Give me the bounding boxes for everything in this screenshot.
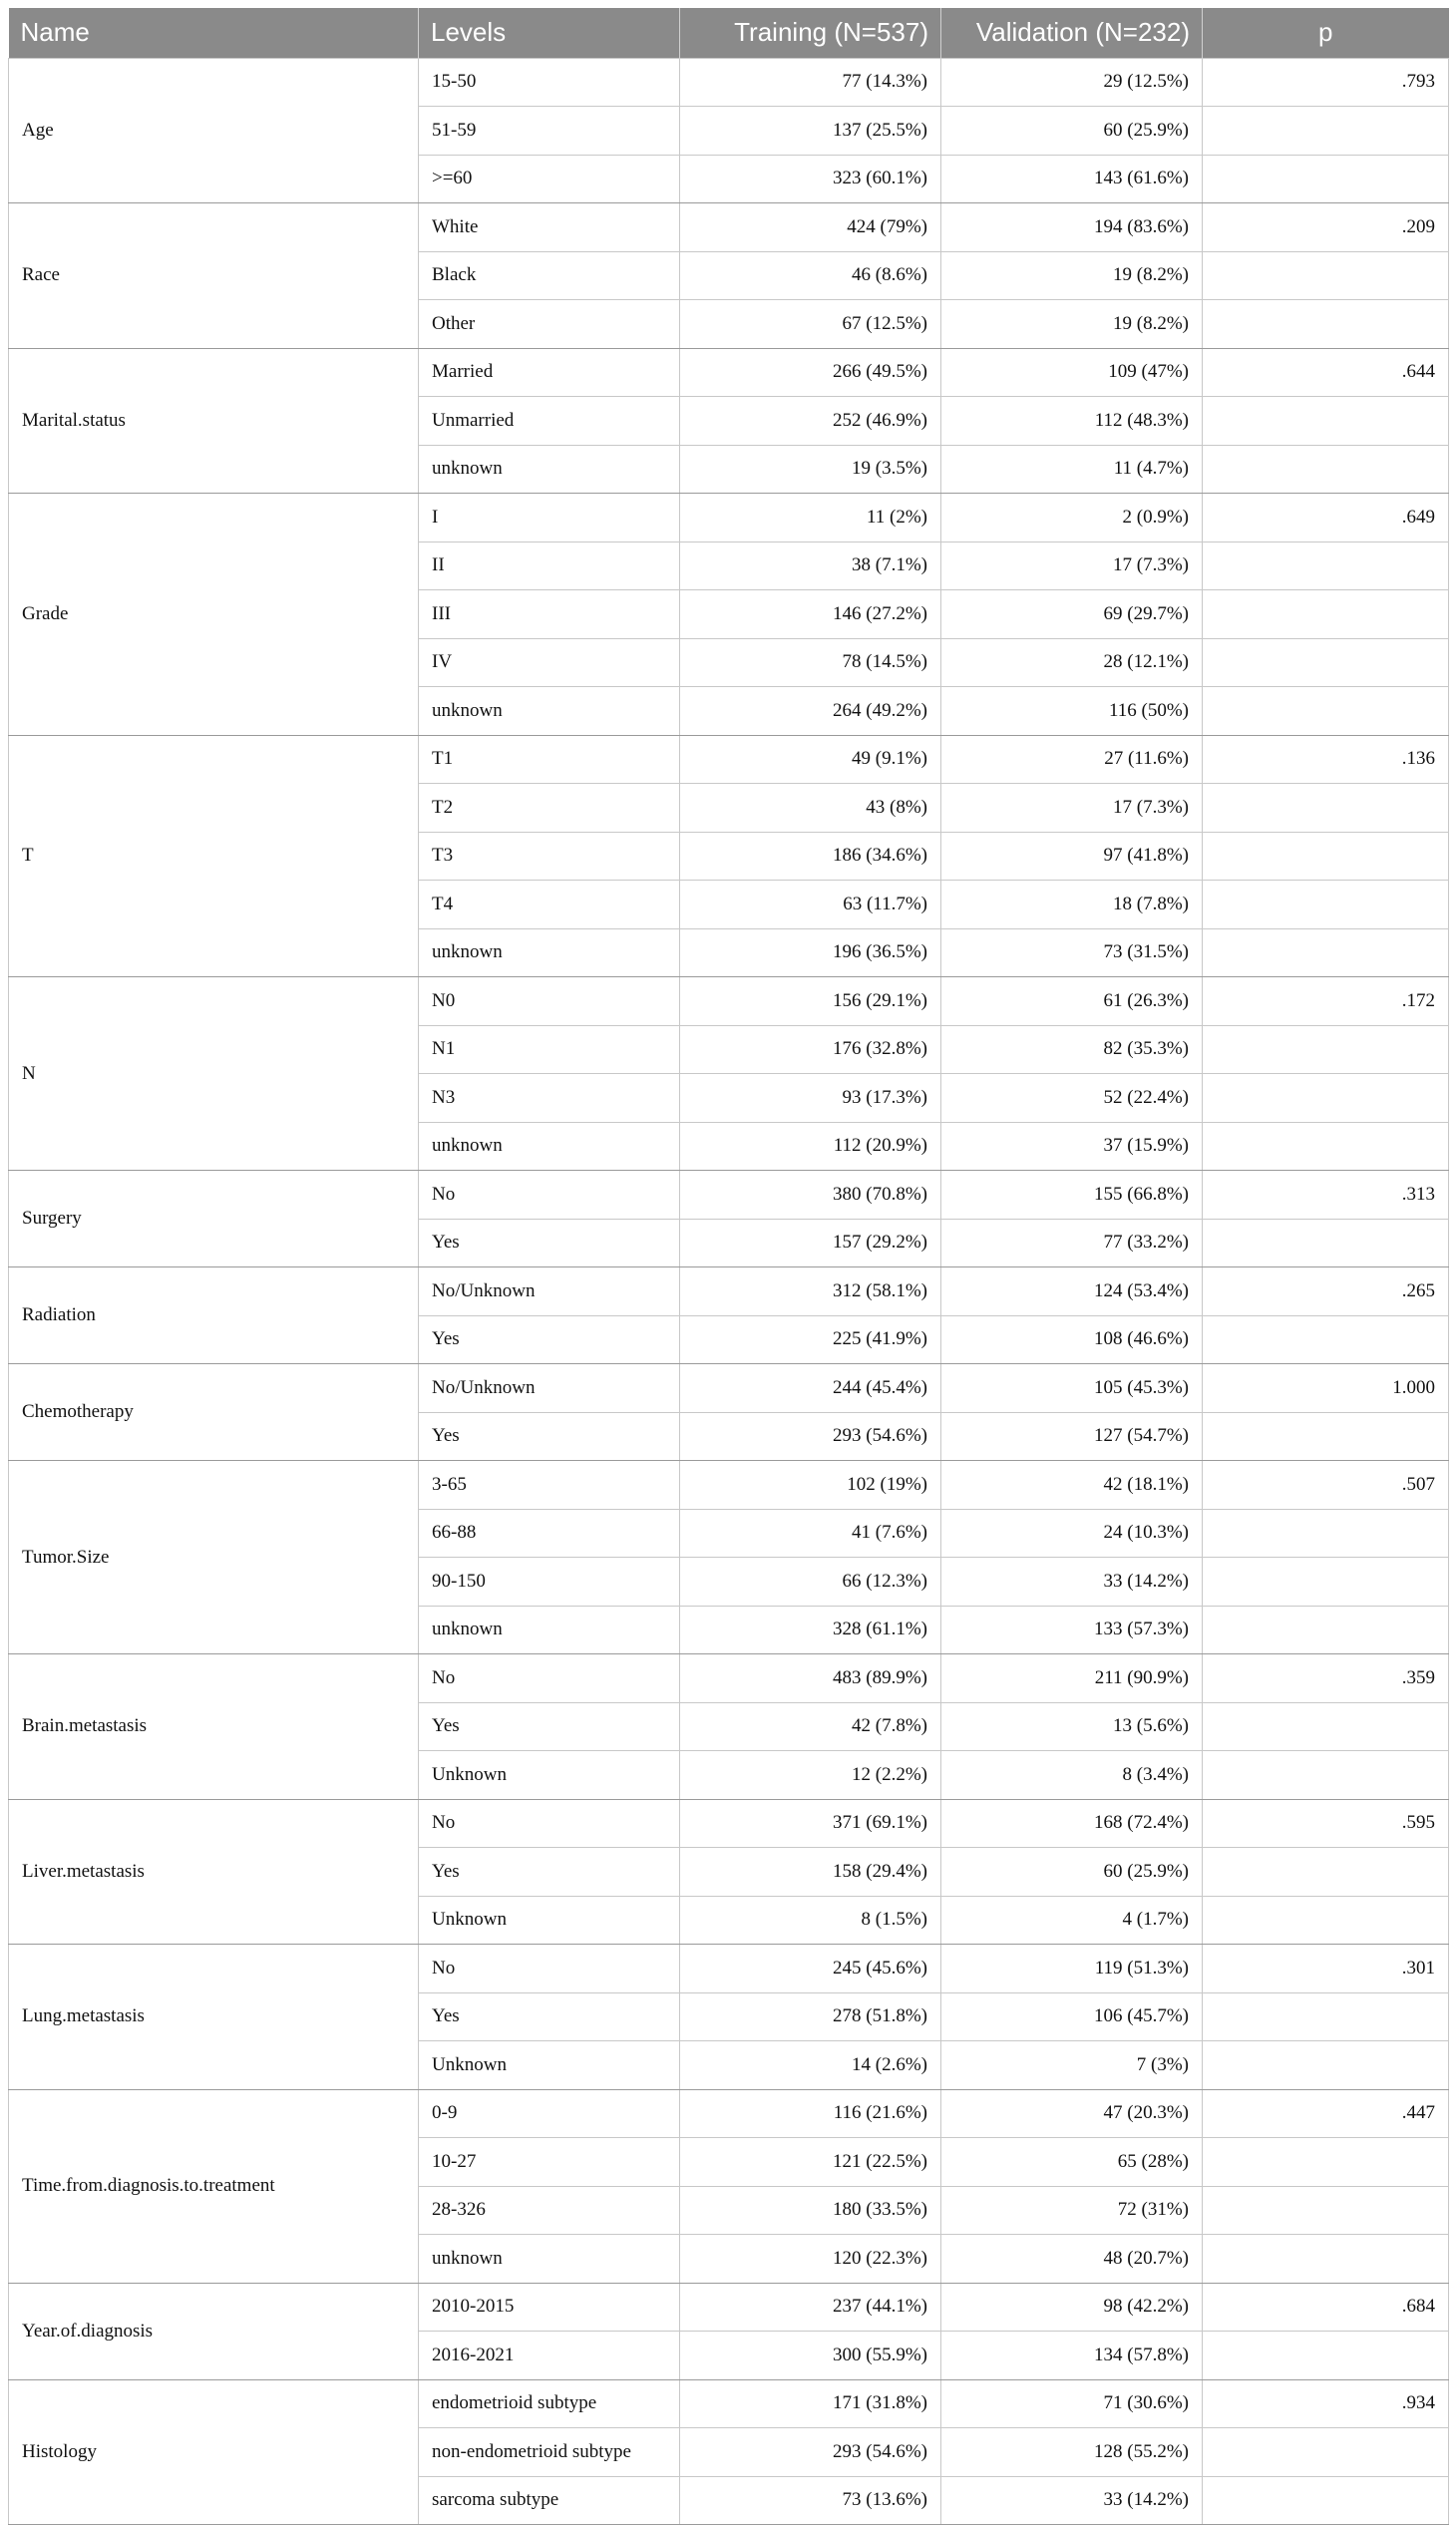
p-value-cell: .507 (1203, 1461, 1449, 1510)
p-value-cell (1203, 784, 1449, 833)
training-value-cell: 78 (14.5%) (680, 638, 941, 687)
training-value-cell: 171 (31.8%) (680, 2379, 941, 2428)
training-value-cell: 19 (3.5%) (680, 445, 941, 494)
level-cell: unknown (419, 928, 680, 977)
validation-value-cell: 134 (57.8%) (941, 2332, 1203, 2380)
training-value-cell: 157 (29.2%) (680, 1219, 941, 1267)
validation-value-cell: 17 (7.3%) (941, 784, 1203, 833)
training-value-cell: 120 (22.3%) (680, 2235, 941, 2284)
p-value-cell: .793 (1203, 58, 1449, 107)
training-value-cell: 266 (49.5%) (680, 348, 941, 397)
p-value-cell (1203, 397, 1449, 446)
level-cell: 15-50 (419, 58, 680, 107)
p-value-cell: .595 (1203, 1799, 1449, 1848)
level-cell: sarcoma subtype (419, 2476, 680, 2525)
training-value-cell: 293 (54.6%) (680, 2428, 941, 2477)
p-value-cell: .684 (1203, 2283, 1449, 2332)
p-value-cell: 1.000 (1203, 1364, 1449, 1413)
validation-value-cell: 73 (31.5%) (941, 928, 1203, 977)
p-value-cell (1203, 2186, 1449, 2235)
validation-value-cell: 33 (14.2%) (941, 1558, 1203, 1607)
level-cell: Yes (419, 1702, 680, 1751)
header-name: Name (9, 8, 419, 58)
validation-value-cell: 116 (50%) (941, 687, 1203, 736)
training-value-cell: 112 (20.9%) (680, 1122, 941, 1171)
validation-value-cell: 98 (42.2%) (941, 2283, 1203, 2332)
training-value-cell: 11 (2%) (680, 494, 941, 542)
training-value-cell: 42 (7.8%) (680, 1702, 941, 1751)
level-cell: Yes (419, 1315, 680, 1364)
level-cell: 3-65 (419, 1461, 680, 1510)
training-value-cell: 244 (45.4%) (680, 1364, 941, 1413)
training-value-cell: 328 (61.1%) (680, 1606, 941, 1654)
validation-value-cell: 194 (83.6%) (941, 203, 1203, 252)
training-value-cell: 300 (55.9%) (680, 2332, 941, 2380)
header-row (9, 8, 1449, 58)
validation-value-cell: 106 (45.7%) (941, 1992, 1203, 2041)
level-cell: unknown (419, 1606, 680, 1654)
training-value-cell: 196 (36.5%) (680, 928, 941, 977)
variable-name-cell: Marital.status (9, 348, 419, 494)
level-cell: No (419, 1171, 680, 1220)
p-value-cell (1203, 300, 1449, 349)
level-cell: Other (419, 300, 680, 349)
level-cell: 10-27 (419, 2138, 680, 2187)
level-cell: 51-59 (419, 107, 680, 156)
training-value-cell: 8 (1.5%) (680, 1896, 941, 1945)
training-value-cell: 158 (29.4%) (680, 1848, 941, 1897)
p-value-cell: .136 (1203, 735, 1449, 784)
variable-name-cell: Year.of.diagnosis (9, 2283, 419, 2379)
p-value-cell (1203, 1509, 1449, 1558)
validation-value-cell: 69 (29.7%) (941, 590, 1203, 639)
variable-name-cell: T (9, 735, 419, 977)
training-value-cell: 116 (21.6%) (680, 2089, 941, 2138)
validation-value-cell: 124 (53.4%) (941, 1267, 1203, 1316)
level-cell: unknown (419, 687, 680, 736)
validation-value-cell: 4 (1.7%) (941, 1896, 1203, 1945)
table-row (9, 1171, 1449, 1220)
training-value-cell: 483 (89.9%) (680, 1654, 941, 1703)
validation-value-cell: 19 (8.2%) (941, 251, 1203, 300)
level-cell: III (419, 590, 680, 639)
level-cell: 2016-2021 (419, 2332, 680, 2380)
validation-value-cell: 11 (4.7%) (941, 445, 1203, 494)
table-row (9, 1654, 1449, 1703)
level-cell: Yes (419, 1848, 680, 1897)
level-cell: endometrioid subtype (419, 2379, 680, 2428)
validation-value-cell: 47 (20.3%) (941, 2089, 1203, 2138)
variable-name-cell: Brain.metastasis (9, 1654, 419, 1800)
level-cell: Yes (419, 1412, 680, 1461)
p-value-cell (1203, 1896, 1449, 1945)
table-row (9, 1799, 1449, 1848)
p-value-cell (1203, 1219, 1449, 1267)
p-value-cell (1203, 1122, 1449, 1171)
training-value-cell: 225 (41.9%) (680, 1315, 941, 1364)
training-value-cell: 180 (33.5%) (680, 2186, 941, 2235)
validation-value-cell: 168 (72.4%) (941, 1799, 1203, 1848)
validation-value-cell: 2 (0.9%) (941, 494, 1203, 542)
validation-value-cell: 71 (30.6%) (941, 2379, 1203, 2428)
variable-name-cell: Histology (9, 2379, 419, 2525)
p-value-cell (1203, 1848, 1449, 1897)
table-row (9, 977, 1449, 1026)
validation-value-cell: 127 (54.7%) (941, 1412, 1203, 1461)
validation-value-cell: 42 (18.1%) (941, 1461, 1203, 1510)
p-value-cell (1203, 445, 1449, 494)
table-row (9, 203, 1449, 252)
header-training: Training (N=537) (680, 8, 941, 58)
level-cell: Unmarried (419, 397, 680, 446)
training-value-cell: 424 (79%) (680, 203, 941, 252)
p-value-cell (1203, 1606, 1449, 1654)
level-cell: Black (419, 251, 680, 300)
level-cell: unknown (419, 445, 680, 494)
validation-value-cell: 19 (8.2%) (941, 300, 1203, 349)
validation-value-cell: 37 (15.9%) (941, 1122, 1203, 1171)
level-cell: T2 (419, 784, 680, 833)
p-value-cell (1203, 2428, 1449, 2477)
p-value-cell: .301 (1203, 1945, 1449, 1993)
level-cell: White (419, 203, 680, 252)
p-value-cell (1203, 1025, 1449, 1074)
level-cell: >=60 (419, 155, 680, 203)
level-cell: No (419, 1799, 680, 1848)
validation-value-cell: 143 (61.6%) (941, 155, 1203, 203)
training-value-cell: 93 (17.3%) (680, 1074, 941, 1123)
level-cell: Yes (419, 1992, 680, 2041)
variable-name-cell: Radiation (9, 1267, 419, 1364)
level-cell: No/Unknown (419, 1267, 680, 1316)
validation-value-cell: 7 (3%) (941, 2041, 1203, 2090)
p-value-cell (1203, 155, 1449, 203)
level-cell: 28-326 (419, 2186, 680, 2235)
level-cell: No (419, 1654, 680, 1703)
p-value-cell: .447 (1203, 2089, 1449, 2138)
validation-value-cell: 33 (14.2%) (941, 2476, 1203, 2525)
validation-value-cell: 52 (22.4%) (941, 1074, 1203, 1123)
validation-value-cell: 128 (55.2%) (941, 2428, 1203, 2477)
level-cell: No/Unknown (419, 1364, 680, 1413)
training-value-cell: 323 (60.1%) (680, 155, 941, 203)
training-value-cell: 137 (25.5%) (680, 107, 941, 156)
p-value-cell: .265 (1203, 1267, 1449, 1316)
variable-name-cell: Lung.metastasis (9, 1945, 419, 2090)
level-cell: T1 (419, 735, 680, 784)
p-value-cell: .359 (1203, 1654, 1449, 1703)
validation-value-cell: 60 (25.9%) (941, 107, 1203, 156)
header-validation: Validation (N=232) (941, 8, 1203, 58)
training-value-cell: 38 (7.1%) (680, 541, 941, 590)
training-value-cell: 41 (7.6%) (680, 1509, 941, 1558)
p-value-cell (1203, 1702, 1449, 1751)
training-value-cell: 264 (49.2%) (680, 687, 941, 736)
table-row (9, 735, 1449, 784)
level-cell: N3 (419, 1074, 680, 1123)
p-value-cell (1203, 2332, 1449, 2380)
variable-name-cell: Grade (9, 494, 419, 736)
training-value-cell: 77 (14.3%) (680, 58, 941, 107)
table-row (9, 2089, 1449, 2138)
level-cell: No (419, 1945, 680, 1993)
table-row (9, 1945, 1449, 1993)
training-value-cell: 73 (13.6%) (680, 2476, 941, 2525)
validation-value-cell: 8 (3.4%) (941, 1751, 1203, 1800)
training-value-cell: 67 (12.5%) (680, 300, 941, 349)
p-value-cell (1203, 1992, 1449, 2041)
p-value-cell (1203, 107, 1449, 156)
p-value-cell (1203, 928, 1449, 977)
p-value-cell (1203, 590, 1449, 639)
validation-value-cell: 48 (20.7%) (941, 2235, 1203, 2284)
training-value-cell: 293 (54.6%) (680, 1412, 941, 1461)
variable-name-cell: Time.from.diagnosis.to.treatment (9, 2089, 419, 2283)
validation-value-cell: 61 (26.3%) (941, 977, 1203, 1026)
p-value-cell (1203, 1751, 1449, 1800)
p-value-cell (1203, 2235, 1449, 2284)
validation-value-cell: 119 (51.3%) (941, 1945, 1203, 1993)
validation-value-cell: 17 (7.3%) (941, 541, 1203, 590)
training-value-cell: 380 (70.8%) (680, 1171, 941, 1220)
p-value-cell: .313 (1203, 1171, 1449, 1220)
level-cell: unknown (419, 1122, 680, 1171)
variable-name-cell: Tumor.Size (9, 1461, 419, 1654)
table-row (9, 1461, 1449, 1510)
training-value-cell: 46 (8.6%) (680, 251, 941, 300)
table-row (9, 348, 1449, 397)
validation-value-cell: 211 (90.9%) (941, 1654, 1203, 1703)
validation-value-cell: 72 (31%) (941, 2186, 1203, 2235)
table-row (9, 2283, 1449, 2332)
p-value-cell (1203, 541, 1449, 590)
level-cell: 2010-2015 (419, 2283, 680, 2332)
validation-value-cell: 29 (12.5%) (941, 58, 1203, 107)
validation-value-cell: 155 (66.8%) (941, 1171, 1203, 1220)
p-value-cell (1203, 638, 1449, 687)
p-value-cell (1203, 2476, 1449, 2525)
level-cell: Unknown (419, 1751, 680, 1800)
baseline-characteristics-table (8, 8, 1449, 2525)
p-value-cell: .172 (1203, 977, 1449, 1026)
validation-value-cell: 60 (25.9%) (941, 1848, 1203, 1897)
p-value-cell (1203, 1315, 1449, 1364)
validation-value-cell: 18 (7.8%) (941, 881, 1203, 929)
p-value-cell (1203, 251, 1449, 300)
p-value-cell (1203, 1412, 1449, 1461)
table-row (9, 58, 1449, 107)
baseline-characteristics-table-container (8, 8, 1448, 2525)
training-value-cell: 14 (2.6%) (680, 2041, 941, 2090)
p-value-cell: .649 (1203, 494, 1449, 542)
table-row (9, 2379, 1449, 2428)
p-value-cell (1203, 1558, 1449, 1607)
p-value-cell (1203, 881, 1449, 929)
level-cell: non-endometrioid subtype (419, 2428, 680, 2477)
validation-value-cell: 65 (28%) (941, 2138, 1203, 2187)
validation-value-cell: 24 (10.3%) (941, 1509, 1203, 1558)
validation-value-cell: 109 (47%) (941, 348, 1203, 397)
validation-value-cell: 28 (12.1%) (941, 638, 1203, 687)
level-cell: Married (419, 348, 680, 397)
training-value-cell: 121 (22.5%) (680, 2138, 941, 2187)
training-value-cell: 102 (19%) (680, 1461, 941, 1510)
training-value-cell: 371 (69.1%) (680, 1799, 941, 1848)
training-value-cell: 49 (9.1%) (680, 735, 941, 784)
table-row (9, 494, 1449, 542)
level-cell: N1 (419, 1025, 680, 1074)
header-levels: Levels (419, 8, 680, 58)
level-cell: 66-88 (419, 1509, 680, 1558)
variable-name-cell: Age (9, 58, 419, 203)
training-value-cell: 12 (2.2%) (680, 1751, 941, 1800)
table-row (9, 1267, 1449, 1316)
level-cell: T4 (419, 881, 680, 929)
level-cell: II (419, 541, 680, 590)
p-value-cell (1203, 1074, 1449, 1123)
header-p: p (1203, 8, 1449, 58)
training-value-cell: 43 (8%) (680, 784, 941, 833)
variable-name-cell: Race (9, 203, 419, 349)
table-row (9, 1364, 1449, 1413)
p-value-cell (1203, 2041, 1449, 2090)
training-value-cell: 245 (45.6%) (680, 1945, 941, 1993)
p-value-cell: .934 (1203, 2379, 1449, 2428)
validation-value-cell: 108 (46.6%) (941, 1315, 1203, 1364)
validation-value-cell: 27 (11.6%) (941, 735, 1203, 784)
validation-value-cell: 105 (45.3%) (941, 1364, 1203, 1413)
training-value-cell: 312 (58.1%) (680, 1267, 941, 1316)
level-cell: unknown (419, 2235, 680, 2284)
p-value-cell: .644 (1203, 348, 1449, 397)
level-cell: Unknown (419, 2041, 680, 2090)
level-cell: N0 (419, 977, 680, 1026)
validation-value-cell: 112 (48.3%) (941, 397, 1203, 446)
training-value-cell: 156 (29.1%) (680, 977, 941, 1026)
p-value-cell: .209 (1203, 203, 1449, 252)
training-value-cell: 146 (27.2%) (680, 590, 941, 639)
level-cell: Yes (419, 1219, 680, 1267)
level-cell: 0-9 (419, 2089, 680, 2138)
p-value-cell (1203, 687, 1449, 736)
variable-name-cell: Surgery (9, 1171, 419, 1267)
table-body (9, 58, 1449, 2525)
training-value-cell: 278 (51.8%) (680, 1992, 941, 2041)
training-value-cell: 66 (12.3%) (680, 1558, 941, 1607)
level-cell: 90-150 (419, 1558, 680, 1607)
validation-value-cell: 77 (33.2%) (941, 1219, 1203, 1267)
training-value-cell: 186 (34.6%) (680, 832, 941, 881)
level-cell: T3 (419, 832, 680, 881)
p-value-cell (1203, 2138, 1449, 2187)
training-value-cell: 176 (32.8%) (680, 1025, 941, 1074)
validation-value-cell: 97 (41.8%) (941, 832, 1203, 881)
variable-name-cell: Liver.metastasis (9, 1799, 419, 1945)
validation-value-cell: 133 (57.3%) (941, 1606, 1203, 1654)
variable-name-cell: Chemotherapy (9, 1364, 419, 1461)
level-cell: Unknown (419, 1896, 680, 1945)
level-cell: IV (419, 638, 680, 687)
p-value-cell (1203, 832, 1449, 881)
training-value-cell: 237 (44.1%) (680, 2283, 941, 2332)
validation-value-cell: 82 (35.3%) (941, 1025, 1203, 1074)
validation-value-cell: 13 (5.6%) (941, 1702, 1203, 1751)
training-value-cell: 63 (11.7%) (680, 881, 941, 929)
level-cell: I (419, 494, 680, 542)
table-header (9, 8, 1449, 58)
training-value-cell: 252 (46.9%) (680, 397, 941, 446)
variable-name-cell: N (9, 977, 419, 1171)
